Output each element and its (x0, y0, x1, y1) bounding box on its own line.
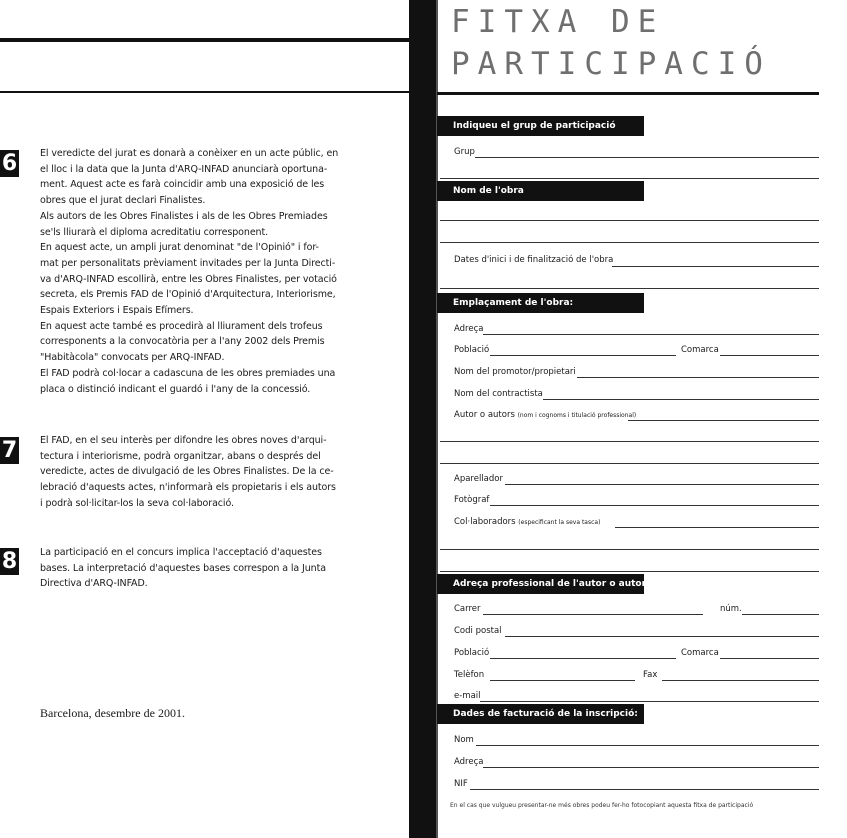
field-comarca-2[interactable] (720, 658, 819, 659)
field-col-laboradors-1[interactable] (615, 527, 819, 528)
field-email[interactable] (480, 701, 819, 702)
section-6-text: El veredicte del jurat es donarà a conèixer en un acte públic, en el lloc i la data que la Junta d'ARQ-INFAD anunciarà oportuna- ment. Aquest acte es farà coincidir amb una exposició de les obres que el jurat declari Finalistes. Als autors de les Obres Finalistes i als de les Obres Premiades se'ls lliurarà el diploma acreditatiu corresponent. En aquest acte, un ampli jurat denominat "de l'Opinió" i for- mat per personalitats prèviament invitades per la Junta Directi- va d'ARQ-INFAD escollirà, entre les Obres Finalistes, per votació secreta, els Premis FAD de l'Opinió d'Arquitectura, Interiorisme, Espais Exteriors i Espais Efímers. En aquest acte també es procedirà al lliurament dels trofeus corresponents a la convocatòria per a l'any 2002 dels Premis "Habitàcola" convocats per ARQ-INFAD. El FAD podrà col·locar a cadascuna de les obres premiades una placa o distinció indicant el guardó i l'any de la concessió. (40, 148, 339, 395)
label-adreca-2: Adreça (454, 757, 484, 767)
field-aparellador[interactable] (505, 484, 819, 485)
header-emplacament: Emplaçament de l'obra: (437, 293, 644, 313)
field-comarca[interactable] (720, 355, 819, 356)
field-autors-3[interactable] (440, 463, 819, 464)
label-grup: Grup (454, 147, 475, 157)
label-aparellador: Aparellador (454, 474, 503, 484)
field-codi-postal[interactable] (505, 636, 819, 637)
label-poblacio-2: Població (454, 648, 490, 658)
label-telefon: Telèfon (454, 670, 485, 680)
header-dades-facturacio: Dades de facturació de la inscripció: (437, 704, 644, 724)
field-nif[interactable] (470, 789, 819, 790)
section-number-8: 8 (1, 549, 18, 574)
header-grup-participacio: Indiqueu el grup de participació (437, 116, 644, 136)
field-grup[interactable] (475, 157, 819, 158)
section-8-text: La participació en el concurs implica l'acceptació d'aquestes bases. La interpretació d'aquestes bases correspon a la Junta Directiva d'ARQ-INFAD. (40, 547, 326, 590)
field-autors-1[interactable] (628, 420, 819, 421)
label-carrer: Carrer (454, 604, 481, 614)
field-autors-2[interactable] (440, 441, 819, 442)
section-7-text: El FAD, en el seu interès per difondre les obres noves d'arqui- tectura i interiorisme, podrà organitzar, abans o després del veredicte, actes de divulgació de les Obres Finalistes. De la ce- lebració d'aquests actes, n'informarà els propietaris i els autors i podrà sol·licitar-los la seva col·laboració. (40, 435, 336, 509)
label-col-laboradors-note: (especificant la seva tasca) (518, 519, 601, 526)
second-rule (0, 91, 409, 93)
label-poblacio: Població (454, 345, 490, 355)
header-nom-obra: Nom de l'obra (437, 181, 644, 201)
label-fax: Fax (643, 670, 658, 680)
label-adreca: Adreça (454, 324, 484, 334)
field-poblacio-2[interactable] (490, 658, 676, 659)
form-title-line2: PARTICIPACIÓ (451, 46, 771, 82)
field-nom[interactable] (476, 745, 819, 746)
label-comarca-2: Comarca (681, 648, 719, 658)
field-dates-2[interactable] (440, 288, 819, 289)
label-codi-postal: Codi postal (454, 626, 502, 636)
section-number-7: 7 (1, 438, 18, 463)
field-adreca-2[interactable] (483, 767, 819, 768)
field-poblacio[interactable] (490, 355, 676, 356)
field-fax[interactable] (662, 680, 819, 681)
label-email: e-mail (454, 691, 481, 701)
fine-print-note: En el cas que vulgueu presentar-ne més obres podeu fer-ho fotocopiant aquesta fitxa de participació (450, 802, 754, 809)
label-dates: Dates d'inici i de finalització de l'obra (454, 255, 614, 265)
top-rule (0, 38, 409, 42)
footer-place-date: Barcelona, desembre de 2001. (40, 706, 185, 720)
field-promotor[interactable] (577, 377, 819, 378)
label-autors-note: (nom i cognoms i titulació professional) (517, 412, 637, 419)
field-telefon[interactable] (490, 680, 635, 681)
label-contractista: Nom del contractista (454, 389, 543, 399)
label-col-laboradors (454, 517, 600, 528)
label-num: núm. (720, 604, 742, 614)
label-col-laboradors-text: Col·laboradors (454, 517, 516, 527)
field-contractista[interactable] (543, 399, 819, 400)
field-nom-obra-2[interactable] (440, 242, 819, 243)
section-number-6: 6 (1, 151, 18, 176)
field-carrer[interactable] (483, 614, 703, 615)
field-col-laboradors-3[interactable] (440, 571, 819, 572)
field-dates[interactable] (612, 266, 819, 267)
label-promotor: Nom del promotor/propietari (454, 367, 576, 377)
title-rule (437, 92, 819, 95)
label-autors (454, 410, 636, 421)
field-num[interactable] (742, 614, 819, 615)
page-spine (409, 0, 436, 838)
field-nom-obra-1[interactable] (440, 220, 819, 221)
label-fotograf: Fotògraf (454, 495, 490, 505)
field-grup-2[interactable] (440, 178, 819, 179)
field-col-laboradors-2[interactable] (440, 549, 819, 550)
form-title-line1: FITXA DE (451, 4, 665, 40)
field-fotograf[interactable] (490, 505, 819, 506)
label-comarca: Comarca (681, 345, 719, 355)
header-adreca-professional: Adreça professional de l'autor o autors: (437, 574, 644, 594)
label-nom: Nom (454, 735, 474, 745)
label-autors-text: Autor o autors (454, 410, 515, 420)
field-adreca[interactable] (483, 334, 819, 335)
label-nif: NIF (454, 779, 468, 789)
